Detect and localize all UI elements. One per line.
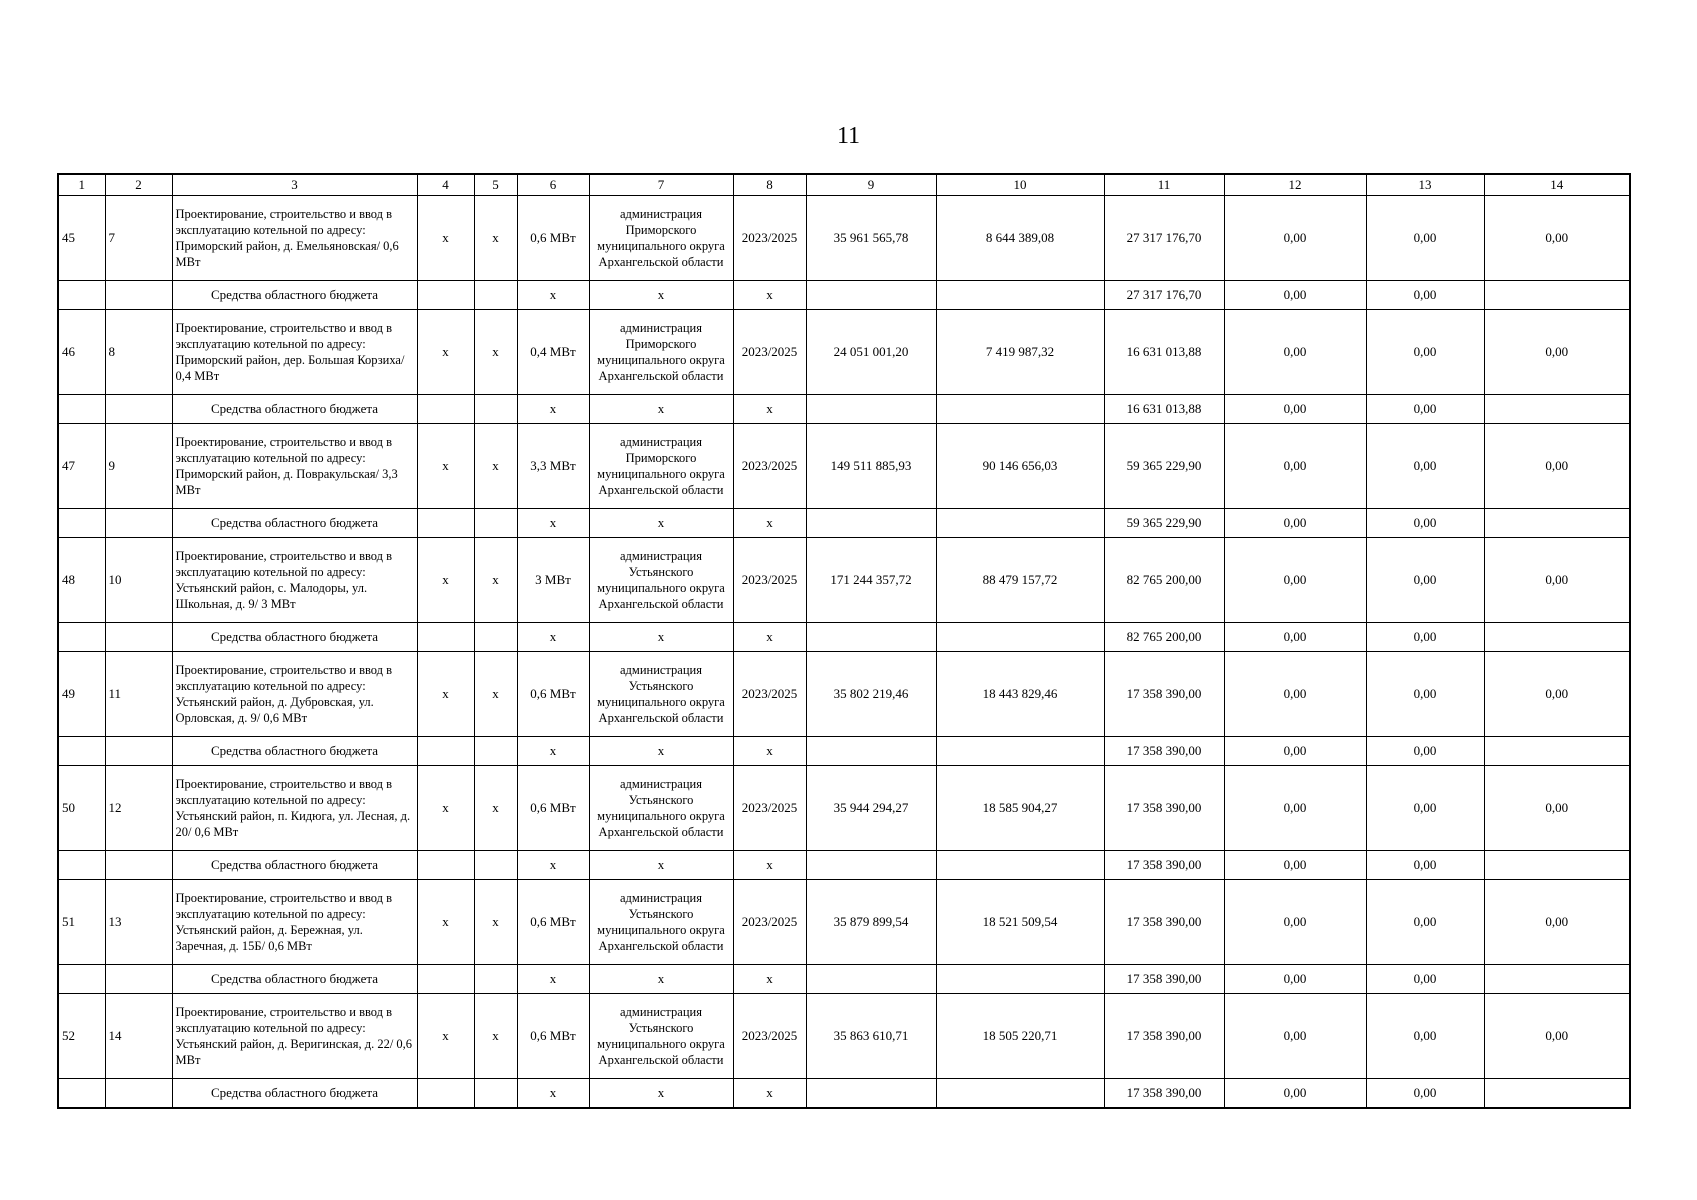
empty-cell (474, 1079, 517, 1109)
budget-subrow (58, 737, 1630, 766)
col13-amount: 0,00 (1366, 994, 1484, 1079)
power-value: 0,6 МВт (517, 196, 589, 281)
col12-amount: 0,00 (1224, 994, 1366, 1079)
subrow-number: 7 (105, 196, 172, 281)
empty-cell (806, 737, 936, 766)
col11-amount: 16 631 013,88 (1104, 395, 1224, 424)
col6-mark: х (517, 509, 589, 538)
row-number: 50 (58, 766, 105, 851)
table-row (58, 652, 1630, 737)
empty-cell (417, 395, 474, 424)
col14-amount: 0,00 (1484, 880, 1630, 965)
empty-cell (1484, 281, 1630, 310)
empty-cell (105, 965, 172, 994)
col6-mark: х (517, 965, 589, 994)
col13-amount: 0,00 (1366, 851, 1484, 880)
col12-amount: 0,00 (1224, 851, 1366, 880)
col4-mark: х (417, 310, 474, 395)
col11-amount: 17 358 390,00 (1104, 766, 1224, 851)
col8-mark: х (733, 851, 806, 880)
col14-amount: 0,00 (1484, 994, 1630, 1079)
executor: администрация Приморского муниципального округа Архангельской области (589, 196, 733, 281)
project-description: Проектирование, строительство и ввод в эксплуатацию котельной по адресу: Устьянский район, д. Бережная, ул. Заречная, д. 15Б/ 0,6 МВт (172, 880, 417, 965)
empty-cell (105, 395, 172, 424)
empty-cell (417, 965, 474, 994)
budget-source-label: Средства областного бюджета (172, 1079, 417, 1109)
power-value: 0,6 МВт (517, 880, 589, 965)
row-number: 49 (58, 652, 105, 737)
empty-cell (806, 1079, 936, 1109)
col11-amount: 17 358 390,00 (1104, 880, 1224, 965)
empty-cell (58, 509, 105, 538)
budget-subrow (58, 281, 1630, 310)
col5-mark: х (474, 196, 517, 281)
col10-amount: 18 521 509,54 (936, 880, 1104, 965)
budget-subrow (58, 509, 1630, 538)
empty-cell (58, 281, 105, 310)
col13-amount: 0,00 (1366, 509, 1484, 538)
executor: администрация Устьянского муниципального округа Архангельской области (589, 994, 733, 1079)
col8-mark: х (733, 395, 806, 424)
col12-amount: 0,00 (1224, 310, 1366, 395)
col13-amount: 0,00 (1366, 623, 1484, 652)
budget-source-label: Средства областного бюджета (172, 281, 417, 310)
col6-mark: х (517, 395, 589, 424)
table-row (58, 424, 1630, 509)
col6-mark: х (517, 1079, 589, 1109)
empty-cell (58, 623, 105, 652)
power-value: 0,4 МВт (517, 310, 589, 395)
col7-mark: х (589, 281, 733, 310)
empty-cell (936, 1079, 1104, 1109)
empty-cell (806, 281, 936, 310)
col11-amount: 17 358 390,00 (1104, 737, 1224, 766)
col11-amount: 17 358 390,00 (1104, 652, 1224, 737)
empty-cell (105, 851, 172, 880)
col7-mark: х (589, 851, 733, 880)
budget-subrow (58, 851, 1630, 880)
power-value: 3 МВт (517, 538, 589, 623)
col9-amount: 35 802 219,46 (806, 652, 936, 737)
col9-amount: 35 863 610,71 (806, 994, 936, 1079)
empty-cell (806, 395, 936, 424)
col11-amount: 17 358 390,00 (1104, 851, 1224, 880)
empty-cell (105, 281, 172, 310)
budget-source-label: Средства областного бюджета (172, 509, 417, 538)
col13-amount: 0,00 (1366, 880, 1484, 965)
col5-mark: х (474, 310, 517, 395)
empty-cell (936, 851, 1104, 880)
executor: администрация Устьянского муниципального округа Архангельской области (589, 652, 733, 737)
column-header: 10 (936, 174, 1104, 196)
empty-cell (417, 851, 474, 880)
col4-mark: х (417, 880, 474, 965)
row-number: 45 (58, 196, 105, 281)
col11-amount: 27 317 176,70 (1104, 196, 1224, 281)
period: 2023/2025 (733, 880, 806, 965)
empty-cell (417, 737, 474, 766)
empty-cell (105, 623, 172, 652)
col4-mark: х (417, 652, 474, 737)
budget-source-label: Средства областного бюджета (172, 737, 417, 766)
empty-cell (936, 737, 1104, 766)
project-description: Проектирование, строительство и ввод в эксплуатацию котельной по адресу: Устьянский район, д. Веригинская, д. 22/ 0,6 МВт (172, 994, 417, 1079)
budget-subrow (58, 395, 1630, 424)
period: 2023/2025 (733, 994, 806, 1079)
col12-amount: 0,00 (1224, 424, 1366, 509)
budget-source-label: Средства областного бюджета (172, 965, 417, 994)
column-header: 12 (1224, 174, 1366, 196)
col9-amount: 149 511 885,93 (806, 424, 936, 509)
empty-cell (1484, 965, 1630, 994)
row-number: 46 (58, 310, 105, 395)
page-number: 11 (836, 123, 861, 149)
col14-amount: 0,00 (1484, 766, 1630, 851)
col12-amount: 0,00 (1224, 538, 1366, 623)
program-table (57, 173, 1631, 1109)
empty-cell (936, 509, 1104, 538)
empty-cell (474, 509, 517, 538)
col9-amount: 35 944 294,27 (806, 766, 936, 851)
budget-subrow (58, 623, 1630, 652)
empty-cell (105, 737, 172, 766)
empty-cell (58, 737, 105, 766)
column-header: 3 (172, 174, 417, 196)
col11-amount: 82 765 200,00 (1104, 623, 1224, 652)
col12-amount: 0,00 (1224, 737, 1366, 766)
col10-amount: 18 443 829,46 (936, 652, 1104, 737)
col9-amount: 24 051 001,20 (806, 310, 936, 395)
column-header: 14 (1484, 174, 1630, 196)
column-header: 5 (474, 174, 517, 196)
column-header: 4 (417, 174, 474, 196)
col14-amount: 0,00 (1484, 652, 1630, 737)
empty-cell (58, 965, 105, 994)
col5-mark: х (474, 994, 517, 1079)
empty-cell (105, 1079, 172, 1109)
empty-cell (1484, 1079, 1630, 1109)
col11-amount: 17 358 390,00 (1104, 994, 1224, 1079)
table-row (58, 310, 1630, 395)
empty-cell (417, 281, 474, 310)
col10-amount: 88 479 157,72 (936, 538, 1104, 623)
budget-subrow (58, 1079, 1630, 1109)
col13-amount: 0,00 (1366, 737, 1484, 766)
col13-amount: 0,00 (1366, 395, 1484, 424)
col11-amount: 59 365 229,90 (1104, 509, 1224, 538)
col9-amount: 35 961 565,78 (806, 196, 936, 281)
empty-cell (1484, 395, 1630, 424)
col5-mark: х (474, 652, 517, 737)
col6-mark: х (517, 851, 589, 880)
col12-amount: 0,00 (1224, 509, 1366, 538)
row-number: 47 (58, 424, 105, 509)
empty-cell (1484, 737, 1630, 766)
subrow-number: 12 (105, 766, 172, 851)
col8-mark: х (733, 1079, 806, 1109)
empty-cell (417, 623, 474, 652)
col9-amount: 171 244 357,72 (806, 538, 936, 623)
executor: администрация Устьянского муниципального округа Архангельской области (589, 538, 733, 623)
col12-amount: 0,00 (1224, 281, 1366, 310)
column-header: 7 (589, 174, 733, 196)
project-description: Проектирование, строительство и ввод в эксплуатацию котельной по адресу: Приморский район, д. Повракульская/ 3,3 МВт (172, 424, 417, 509)
project-description: Проектирование, строительство и ввод в эксплуатацию котельной по адресу: Устьянский район, с. Малодоры, ул. Школьная, д. 9/ 3 МВт (172, 538, 417, 623)
col11-amount: 59 365 229,90 (1104, 424, 1224, 509)
col7-mark: х (589, 509, 733, 538)
subrow-number: 8 (105, 310, 172, 395)
empty-cell (474, 623, 517, 652)
power-value: 0,6 МВт (517, 652, 589, 737)
empty-cell (806, 509, 936, 538)
col13-amount: 0,00 (1366, 1079, 1484, 1109)
col9-amount: 35 879 899,54 (806, 880, 936, 965)
col5-mark: х (474, 538, 517, 623)
col4-mark: х (417, 196, 474, 281)
col13-amount: 0,00 (1366, 424, 1484, 509)
col6-mark: х (517, 281, 589, 310)
empty-cell (474, 737, 517, 766)
empty-cell (1484, 623, 1630, 652)
col7-mark: х (589, 1079, 733, 1109)
col7-mark: х (589, 623, 733, 652)
col8-mark: х (733, 965, 806, 994)
empty-cell (1484, 851, 1630, 880)
empty-cell (417, 1079, 474, 1109)
col10-amount: 18 585 904,27 (936, 766, 1104, 851)
empty-cell (58, 395, 105, 424)
executor: администрация Устьянского муниципального округа Архангельской области (589, 766, 733, 851)
empty-cell (474, 965, 517, 994)
col12-amount: 0,00 (1224, 623, 1366, 652)
col4-mark: х (417, 538, 474, 623)
column-header: 1 (58, 174, 105, 196)
column-header: 9 (806, 174, 936, 196)
col8-mark: х (733, 623, 806, 652)
empty-cell (936, 395, 1104, 424)
period: 2023/2025 (733, 196, 806, 281)
col11-amount: 27 317 176,70 (1104, 281, 1224, 310)
empty-cell (105, 509, 172, 538)
empty-cell (806, 623, 936, 652)
col13-amount: 0,00 (1366, 281, 1484, 310)
column-header: 8 (733, 174, 806, 196)
col13-amount: 0,00 (1366, 652, 1484, 737)
project-description: Проектирование, строительство и ввод в эксплуатацию котельной по адресу: Устьянский район, п. Кидюга, ул. Лесная, д. 20/ 0,6 МВт (172, 766, 417, 851)
col14-amount: 0,00 (1484, 310, 1630, 395)
col12-amount: 0,00 (1224, 652, 1366, 737)
col7-mark: х (589, 737, 733, 766)
budget-source-label: Средства областного бюджета (172, 851, 417, 880)
col7-mark: х (589, 965, 733, 994)
column-header: 6 (517, 174, 589, 196)
empty-cell (474, 281, 517, 310)
power-value: 3,3 МВт (517, 424, 589, 509)
period: 2023/2025 (733, 538, 806, 623)
table-row (58, 196, 1630, 281)
budget-subrow (58, 965, 1630, 994)
table-row (58, 994, 1630, 1079)
subrow-number: 11 (105, 652, 172, 737)
col14-amount: 0,00 (1484, 538, 1630, 623)
col5-mark: х (474, 424, 517, 509)
subrow-number: 10 (105, 538, 172, 623)
col13-amount: 0,00 (1366, 766, 1484, 851)
col10-amount: 8 644 389,08 (936, 196, 1104, 281)
col12-amount: 0,00 (1224, 196, 1366, 281)
empty-cell (1484, 509, 1630, 538)
col13-amount: 0,00 (1366, 538, 1484, 623)
row-number: 48 (58, 538, 105, 623)
col7-mark: х (589, 395, 733, 424)
col5-mark: х (474, 766, 517, 851)
budget-source-label: Средства областного бюджета (172, 395, 417, 424)
empty-cell (936, 965, 1104, 994)
empty-cell (936, 281, 1104, 310)
col13-amount: 0,00 (1366, 196, 1484, 281)
col6-mark: х (517, 623, 589, 652)
col12-amount: 0,00 (1224, 1079, 1366, 1109)
table-body (58, 174, 1630, 1108)
period: 2023/2025 (733, 766, 806, 851)
executor: администрация Устьянского муниципального округа Архангельской области (589, 880, 733, 965)
col14-amount: 0,00 (1484, 196, 1630, 281)
empty-cell (58, 1079, 105, 1109)
col4-mark: х (417, 424, 474, 509)
period: 2023/2025 (733, 310, 806, 395)
empty-cell (806, 965, 936, 994)
col6-mark: х (517, 737, 589, 766)
row-number: 51 (58, 880, 105, 965)
col12-amount: 0,00 (1224, 395, 1366, 424)
subrow-number: 13 (105, 880, 172, 965)
col10-amount: 7 419 987,32 (936, 310, 1104, 395)
col13-amount: 0,00 (1366, 965, 1484, 994)
col4-mark: х (417, 994, 474, 1079)
table-row (58, 538, 1630, 623)
col10-amount: 18 505 220,71 (936, 994, 1104, 1079)
period: 2023/2025 (733, 652, 806, 737)
empty-cell (474, 395, 517, 424)
column-header: 13 (1366, 174, 1484, 196)
subrow-number: 14 (105, 994, 172, 1079)
col4-mark: х (417, 766, 474, 851)
period: 2023/2025 (733, 424, 806, 509)
header-row (58, 174, 1630, 196)
col14-amount: 0,00 (1484, 424, 1630, 509)
table-row (58, 880, 1630, 965)
empty-cell (474, 851, 517, 880)
col11-amount: 17 358 390,00 (1104, 1079, 1224, 1109)
col8-mark: х (733, 737, 806, 766)
col12-amount: 0,00 (1224, 766, 1366, 851)
empty-cell (936, 623, 1104, 652)
col8-mark: х (733, 281, 806, 310)
power-value: 0,6 МВт (517, 994, 589, 1079)
col11-amount: 16 631 013,88 (1104, 310, 1224, 395)
project-description: Проектирование, строительство и ввод в эксплуатацию котельной по адресу: Устьянский район, д. Дубровская, ул. Орловская, д. 9/ 0,6 МВт (172, 652, 417, 737)
col10-amount: 90 146 656,03 (936, 424, 1104, 509)
executor: администрация Приморского муниципального округа Архангельской области (589, 310, 733, 395)
column-header: 2 (105, 174, 172, 196)
empty-cell (417, 509, 474, 538)
project-description: Проектирование, строительство и ввод в эксплуатацию котельной по адресу: Приморский район, д. Емельяновская/ 0,6 МВт (172, 196, 417, 281)
col5-mark: х (474, 880, 517, 965)
col11-amount: 82 765 200,00 (1104, 538, 1224, 623)
column-header: 11 (1104, 174, 1224, 196)
empty-cell (806, 851, 936, 880)
col12-amount: 0,00 (1224, 880, 1366, 965)
project-description: Проектирование, строительство и ввод в эксплуатацию котельной по адресу: Приморский район, дер. Большая Корзиха/ 0,4 МВт (172, 310, 417, 395)
row-number: 52 (58, 994, 105, 1079)
power-value: 0,6 МВт (517, 766, 589, 851)
col8-mark: х (733, 509, 806, 538)
budget-source-label: Средства областного бюджета (172, 623, 417, 652)
empty-cell (58, 851, 105, 880)
col12-amount: 0,00 (1224, 965, 1366, 994)
executor: администрация Приморского муниципального округа Архангельской области (589, 424, 733, 509)
table-row (58, 766, 1630, 851)
subrow-number: 9 (105, 424, 172, 509)
col11-amount: 17 358 390,00 (1104, 965, 1224, 994)
col13-amount: 0,00 (1366, 310, 1484, 395)
